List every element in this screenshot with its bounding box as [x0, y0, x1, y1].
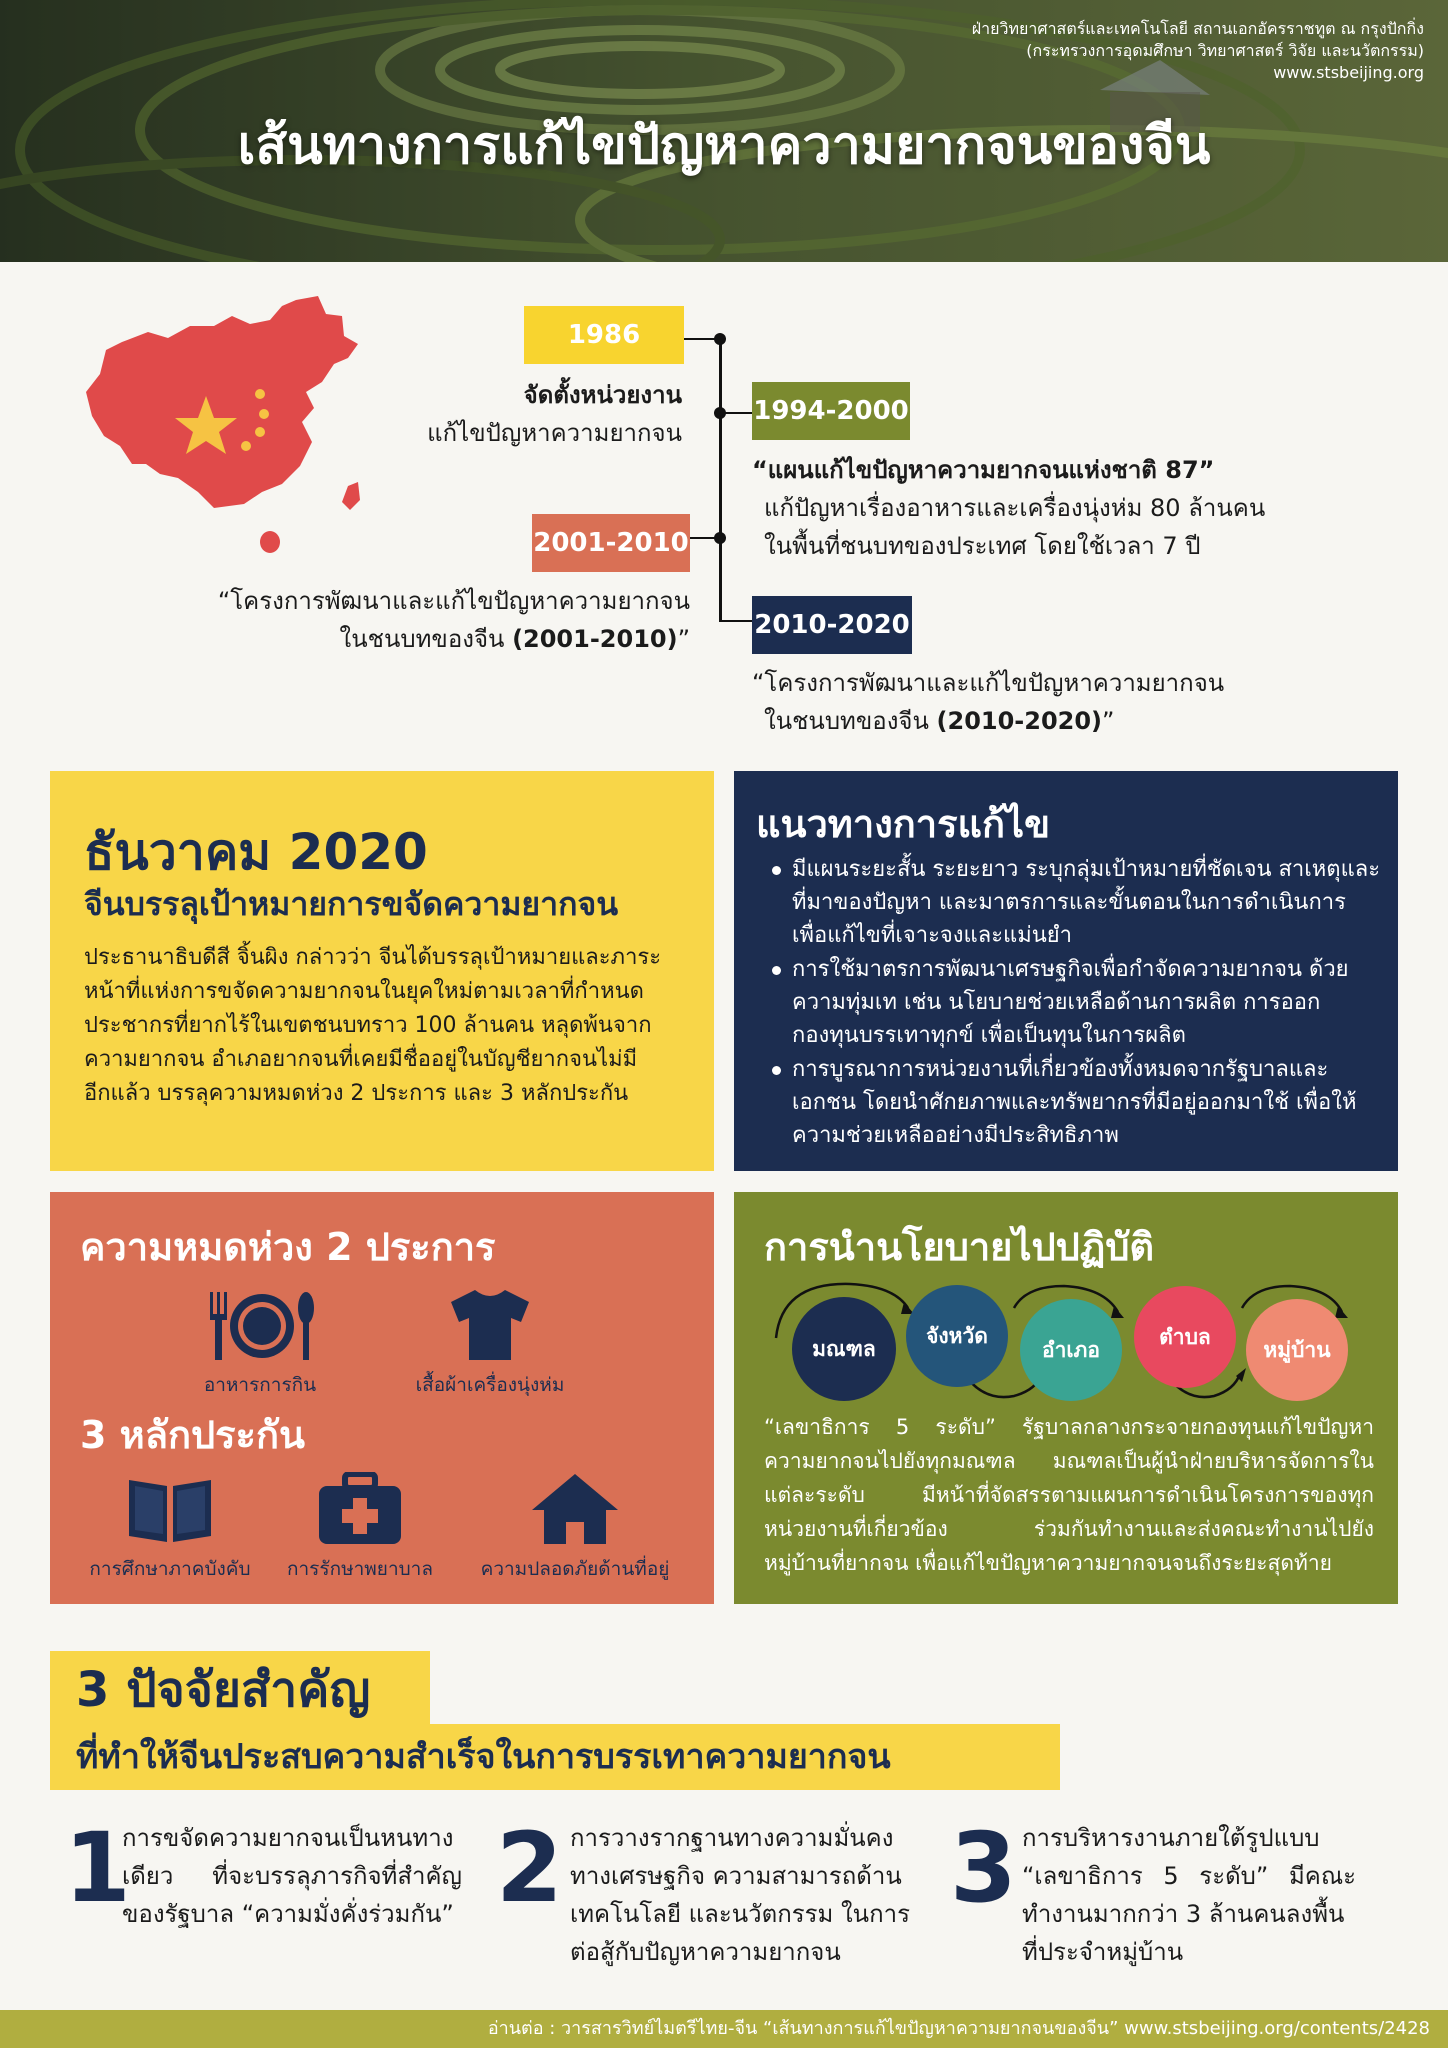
- approach-bullet-line: ความทุ่มเท เช่น นโยบายช่วยเหลือด้านการผลิต การออก: [792, 990, 1321, 1015]
- program-2001-line-1: “โครงการพัฒนาและแก้ไขปัญหาความยากจน: [217, 587, 690, 615]
- year-badge-2010-2020: 2010-2020: [752, 596, 912, 654]
- program-2010-line-2: ในชนบทของจีน: [764, 707, 929, 735]
- program-2001-quote-end: ”: [677, 625, 690, 653]
- approach-bullet-line: เอกชน โดยนำศักยภาพและทรัพยากรที่มีอยู่ออกมาใช้ เพื่อให้: [792, 1090, 1357, 1115]
- factor-line: เทคโนโลยี และนวัตกรรม ในการ: [570, 1900, 910, 1928]
- year-badge-1986: 1986: [524, 306, 684, 364]
- december-2020-panel: [50, 771, 714, 1171]
- factor-3-text: [1022, 1819, 1356, 1971]
- website-link[interactable]: www.stsbeijing.org: [1273, 63, 1424, 82]
- guarantees-title: 3 หลักประกัน: [80, 1413, 305, 1457]
- factor-2-text: [570, 1819, 910, 1971]
- housing-item: [460, 1472, 690, 1584]
- factors-subtitle: ที่ทำให้จีนประสบความสำเร็จในการบรรเทาความยากจน: [50, 1724, 1060, 1790]
- approach-bullet-line: เพื่อแก้ไขที่เจาะจงและแม่นยำ: [792, 923, 1072, 948]
- factor-number: 3: [950, 1812, 1017, 1924]
- factor-line: ของรัฐบาล “ความมั่งคั่งร่วมกัน”: [122, 1900, 454, 1928]
- clothing-label: เสื้อผ้าเครื่องนุ่งห่ม: [415, 1374, 565, 1396]
- program-2001-line-2: ในชนบทของจีน: [339, 625, 505, 653]
- timeline-line-end: [719, 598, 722, 622]
- factor-line: ทำงานมากกว่า 3 ล้านคนลงพื้น: [1022, 1900, 1345, 1928]
- china-map-icon: [86, 296, 376, 556]
- factor-line: การขจัดความยากจนเป็นหนทาง: [122, 1824, 454, 1852]
- policy-panel: [734, 1192, 1398, 1604]
- year-badge-2001-2010: 2001-2010: [532, 514, 690, 572]
- timeline-dot: [714, 333, 726, 345]
- level-province: มณฑล: [792, 1297, 896, 1401]
- policy-body: [764, 1410, 1374, 1580]
- program-2010-years: (2010-2020): [936, 707, 1103, 735]
- healthcare-label: การรักษาพยาบาล: [287, 1558, 433, 1580]
- level-village: หมู่บ้าน: [1246, 1299, 1348, 1401]
- policy-line: ความยากจนไปยังทุกมณฑล มณฑลเป็นผู้นำฝ่ายบริหารจัดการใน: [764, 1449, 1374, 1473]
- factor-number: 1: [64, 1812, 131, 1924]
- level-township: ตำบล: [1134, 1286, 1236, 1388]
- org-line-2: (กระทรวงการอุดมศึกษา วิทยาศาสตร์ วิจัย และนวัตกรรม): [1026, 41, 1424, 60]
- shirt-icon: [445, 1288, 535, 1362]
- factor-line: การบริหารงานภายใต้รูปแบบ: [1022, 1824, 1320, 1852]
- december-line: ประธานาธิบดีสี จิ้นผิง กล่าวว่า จีนได้บรรลุเป้าหมายและภาระ: [84, 945, 662, 970]
- program-2001-years: (2001-2010): [512, 625, 678, 653]
- approach-list: [768, 853, 1388, 1153]
- plate-utensils-icon: [200, 1288, 320, 1362]
- factors-title: 3 ปัจจัยสำคัญ: [50, 1651, 430, 1729]
- timeline-1986-desc: แก้ไขปัญหาความยากจน: [427, 419, 682, 447]
- footer-read-more: [0, 2010, 1448, 2048]
- house-icon: [530, 1472, 620, 1546]
- approach-bullet-line: ความช่วยเหลืออย่างมีประสิทธิภาพ: [792, 1123, 1119, 1148]
- approach-bullet: [768, 853, 1388, 952]
- plan-87-line-2: แก้ปัญหาเรื่องอาหารและเครื่องนุ่งห่ม 80 ล้านคน: [764, 494, 1266, 522]
- timeline-dot: [714, 407, 726, 419]
- approach-bullet-line: มีแผนระยะสั้น ระยะยาว ระบุกลุ่มเป้าหมายที่ชัดเจน สาเหตุและ: [792, 857, 1381, 882]
- housing-label: ความปลอดภัยด้านที่อยู่: [480, 1558, 670, 1580]
- timeline-text-2010-2020: [752, 664, 1224, 740]
- timeline-text-2001-2010: [160, 582, 690, 658]
- plan-87-line-3: ในพื้นที่ชนบทของประเทศ โดยใช้เวลา 7 ปี: [764, 532, 1201, 560]
- approach-bullet-line: ที่มาของปัญหา และมาตรการและขั้นตอนในการดำเนินการ: [792, 890, 1346, 915]
- approach-bullet: [768, 953, 1388, 1052]
- year-badge-1994-2000: 1994-2000: [752, 382, 910, 440]
- policy-line: หน่วยงานที่เกี่ยวข้อง ร่วมกันทำงานและส่งคณะทำงานไปยัง: [764, 1517, 1374, 1541]
- header-banner: [0, 0, 1448, 262]
- timeline-text-1986: [380, 376, 682, 452]
- timeline-text-1994-2000: [752, 451, 1265, 565]
- page-title: เส้นทางการแก้ไขปัญหาความยากจนของจีน: [237, 115, 1211, 176]
- factor-line: ที่ประจำหมู่บ้าน: [1022, 1938, 1184, 1966]
- org-line-1: ฝ่ายวิทยาศาสตร์และเทคโนโลยี สถานเอกอัครราชทูต ณ กรุงปักกิ่ง: [971, 19, 1424, 38]
- december-subtitle: จีนบรรลุเป้าหมายการขจัดความยากจน: [84, 885, 619, 923]
- approach-panel: [734, 771, 1398, 1171]
- level-county: อำเภอ: [1020, 1299, 1122, 1401]
- medical-kit-icon: [315, 1472, 405, 1546]
- plan-87-title: “แผนแก้ไขปัญหาความยากจนแห่งชาติ 87”: [752, 456, 1215, 484]
- approach-title: แนวทางการแก้ไข: [756, 802, 1051, 846]
- read-more-link[interactable]: อ่านต่อ : วารสารวิทย์ไมตรีไทย-จีน “เส้นทางการแก้ไขปัญหาความยากจนของจีน” www.stsbeijing.org/contents/2428: [487, 2018, 1430, 2039]
- organization-info: [972, 18, 1424, 84]
- policy-title: การนำนโยบายไปปฏิบัติ: [764, 1225, 1155, 1269]
- factor-line: ต่อสู้กับปัญหาความยากจน: [570, 1938, 841, 1966]
- factor-line: เดียว ที่จะบรรลุภารกิจที่สำคัญ: [122, 1862, 462, 1890]
- approach-bullet: [768, 1053, 1388, 1152]
- timeline-1986-bold: จัดตั้งหน่วยงาน: [523, 381, 682, 409]
- factor-line: การวางรากฐานทางความมั่นคง: [570, 1824, 894, 1852]
- approach-bullet-line: การใช้มาตรการพัฒนาเศรษฐกิจเพื่อกำจัดความยากจน ด้วย: [792, 957, 1349, 982]
- food-label: อาหารการกิน: [203, 1374, 317, 1396]
- december-line: อีกแล้ว บรรลุความหมดห่วง 2 ประการ และ 3 หลักประกัน: [84, 1081, 629, 1106]
- factor-line: ทางเศรษฐกิจ ความสามารถด้าน: [570, 1862, 902, 1890]
- education-item: [80, 1472, 260, 1584]
- policy-line: หมู่บ้านที่ยากจน เพื่อแก้ไขปัญหาความยากจนจนถึงระยะสุดท้าย: [764, 1551, 1332, 1575]
- factor-1-text: [122, 1819, 462, 1933]
- program-2010-line-1: “โครงการพัฒนาและแก้ไขปัญหาความยากจน: [752, 669, 1225, 697]
- level-prefecture: จังหวัด: [906, 1285, 1008, 1387]
- healthcare-item: [280, 1472, 440, 1584]
- december-line: ความยากจน อำเภอยากจนที่เคยมีชื่ออยู่ในบัญชียากจนไม่มี: [84, 1047, 638, 1072]
- worries-guarantees-panel: [50, 1192, 714, 1604]
- policy-line: แต่ละระดับ มีหน้าที่จัดสรรตามแผนการดำเนินโครงการของทุก: [764, 1483, 1374, 1507]
- factor-line: “เลขาธิการ 5 ระดับ” มีคณะ: [1022, 1862, 1356, 1890]
- policy-line: “เลขาธิการ 5 ระดับ” รัฐบาลกลางกระจายกองทุนแก้ไขปัญหา: [764, 1415, 1374, 1439]
- approach-bullet-line: การบูรณาการหน่วยงานที่เกี่ยวข้องทั้งหมดจากรัฐบาลและ: [792, 1057, 1329, 1082]
- book-icon: [125, 1472, 215, 1546]
- timeline-line: [719, 338, 722, 608]
- december-line: หน้าที่แห่งการขจัดความยากจนในยุคใหม่ตามเวลาที่กำหนด: [84, 979, 644, 1004]
- program-2010-quote-end: ”: [1102, 707, 1115, 735]
- factor-number: 2: [496, 1812, 563, 1924]
- worries-title: ความหมดห่วง 2 ประการ: [80, 1225, 496, 1269]
- food-item: [190, 1288, 330, 1400]
- clothing-item: [390, 1288, 590, 1400]
- december-line: ประชากรที่ยากไร้ในเขตชนบทราว 100 ล้านคน หลุดพ้นจาก: [84, 1013, 652, 1038]
- december-body: [84, 941, 694, 1111]
- december-title: ธันวาคม 2020: [84, 823, 428, 881]
- education-label: การศึกษาภาคบังคับ: [89, 1558, 251, 1580]
- timeline-dot: [714, 532, 726, 544]
- approach-bullet-line: กองทุนบรรเทาทุกข์ เพื่อเป็นทุนในการผลิต: [792, 1023, 1186, 1048]
- connector-2010: [720, 620, 752, 622]
